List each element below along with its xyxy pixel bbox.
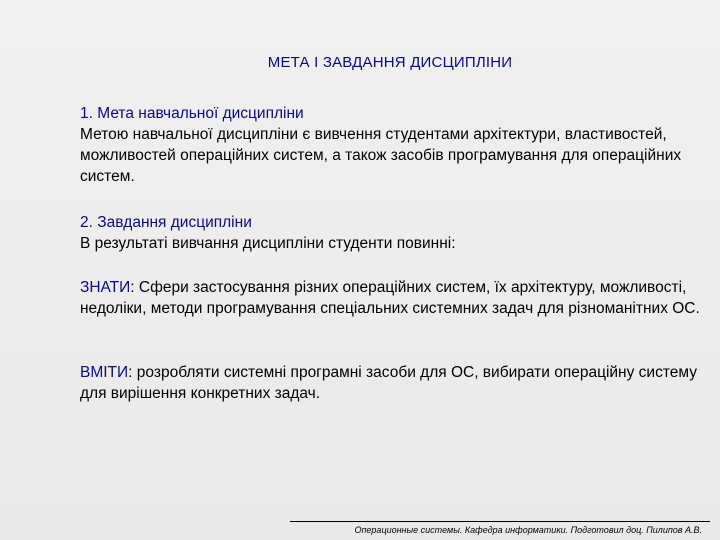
- know-section: [80, 277, 700, 319]
- goal-heading: 1. Мета навчальної дисципліни: [80, 105, 304, 122]
- tasks-text: В результаті вивчання дисципліни студенти повинні:: [80, 235, 456, 252]
- slide-title: МЕТА І ЗАВДАННЯ ДИСЦИПЛІНИ: [267, 54, 513, 71]
- goal-section: [80, 103, 700, 187]
- tasks-heading: 2. Завдання дисципліни: [80, 214, 252, 231]
- footer-text: Операционные системы. Кафедра информатики. Подготовил доц. Пилипов А.В.: [354, 525, 702, 535]
- know-text: : Сфери застосування різних операційних систем, їх архітектуру, можливості, недоліки, методи програмування спеціальних системних задач для різноманітних ОС.: [80, 279, 700, 317]
- able-label: ВМІТИ: [80, 364, 129, 381]
- goal-text: Метою навчальної дисципліни є вивчення студентами архітектури, властивостей, можливостей операційних систем, а також засобів програмування для операційних систем.: [80, 126, 682, 185]
- able-section: [80, 362, 700, 404]
- footer-divider: [290, 521, 710, 522]
- tasks-section: [80, 212, 700, 254]
- know-label: ЗНАТИ: [80, 279, 131, 296]
- able-text: : розробляти системні програмні засоби для ОС, вибирати операційну систему для вирішення конкретних задач.: [80, 364, 697, 402]
